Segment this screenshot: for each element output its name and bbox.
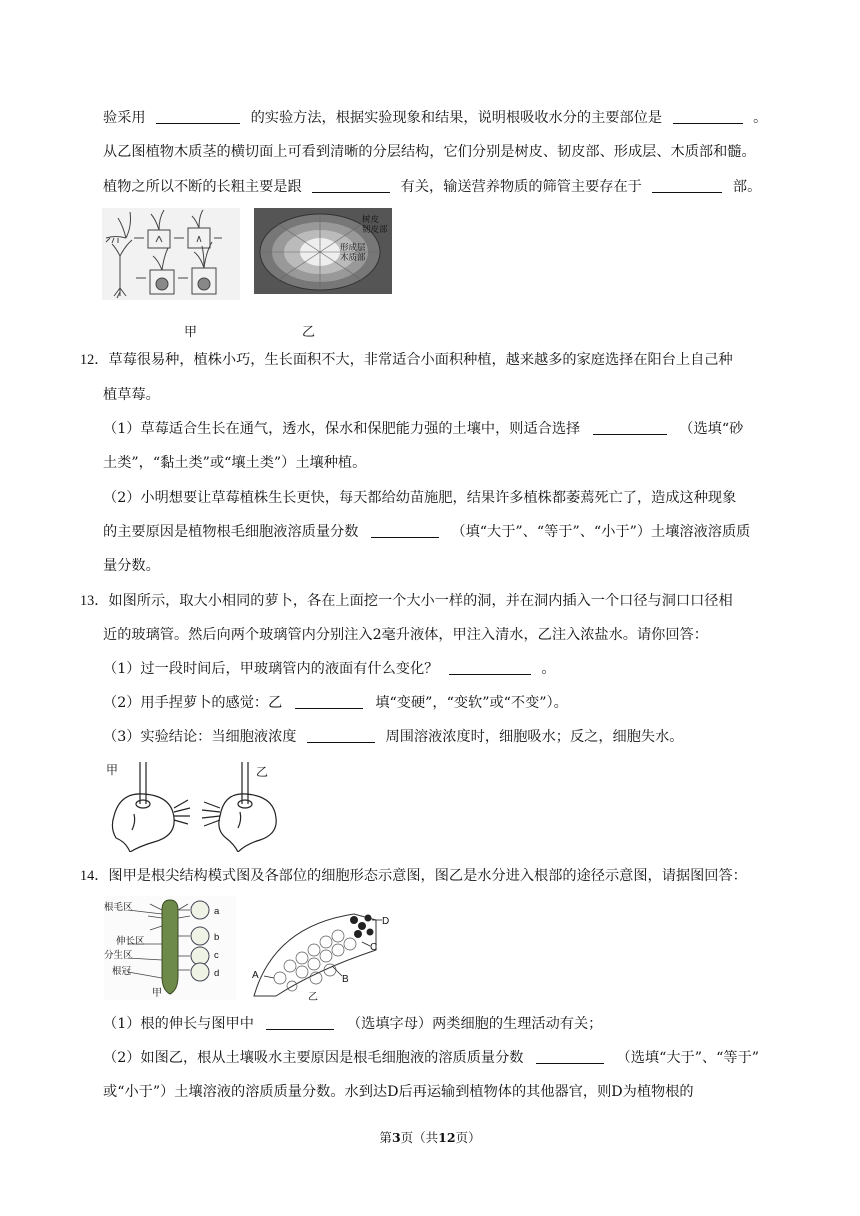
text: （2）如图乙，根从土壤吸水主要原因是根毛细胞液的溶质质量分数 [103, 1050, 524, 1066]
text: 。 [541, 661, 556, 677]
figure-caption-yi: 乙 [302, 325, 316, 340]
text: 的主要原因是植物根毛细胞液溶质量分数 [103, 524, 359, 540]
q12-part1-line1 [103, 419, 743, 439]
path-label-b: B [342, 974, 349, 985]
root-tip-structure-figure [104, 896, 236, 1000]
q13-part2 [103, 693, 568, 713]
text: 部。 [732, 179, 762, 195]
root-label-hair-zone: 根毛区 [104, 902, 133, 913]
stem-cross-section-figure [254, 208, 392, 294]
path-label-c: C [370, 942, 378, 953]
root-label-root-cap: 根冠 [112, 966, 132, 977]
stem-label-cambium: 形成层 [340, 242, 366, 252]
q13-stem-line1 [80, 591, 733, 611]
q13-part1 [103, 659, 556, 679]
radish-label-yi: 乙 [256, 765, 269, 779]
cell-label-d: d [214, 968, 220, 979]
text: 草莓很易种，植株小巧，生长面积不大，非常适合小面积种植，越来越多的家庭选择在阳台上自己种 [108, 352, 733, 368]
footer-text: 第 [379, 1130, 392, 1145]
q14-part2-line1 [103, 1048, 759, 1068]
answer-blank[interactable] [266, 1014, 334, 1030]
answer-blank[interactable] [295, 693, 363, 709]
text: （2）用手捏萝卜的感觉：乙 [103, 695, 283, 711]
page-number: 3 [391, 1130, 401, 1145]
answer-blank[interactable] [371, 522, 439, 538]
q12-stem-line2: 植草莓。 [103, 387, 160, 403]
answer-blank[interactable] [652, 177, 722, 193]
cell-label-a: a [214, 906, 220, 917]
q14-stem [80, 866, 747, 886]
q12-part2-line1: （2）小明想要让草莓植株生长更快，每天都给幼苗施肥，结果许多植株都萎蔫死亡了，造成这种现象 [103, 490, 737, 506]
answer-blank[interactable] [449, 659, 531, 675]
text: （1）过一段时间后，甲玻璃管内的液面有什么变化？ [103, 661, 439, 677]
path-label-a: A [252, 970, 259, 981]
text: 验采用 [103, 110, 146, 126]
answer-blank[interactable] [536, 1048, 604, 1064]
footer-text: 页） [455, 1130, 481, 1145]
path-label-d: D [382, 916, 390, 927]
answer-blank[interactable] [312, 177, 390, 193]
q12-stem-line1 [80, 350, 733, 370]
seedling-experiment-figure [102, 208, 240, 300]
question-number: 12． [80, 352, 109, 368]
stem-label-bark: 树皮 [362, 214, 380, 224]
q11-line2: 从乙图植物木质茎的横切面上可看到清晰的分层结构，它们分别是树皮、韧皮部、形成层、木质部和髓。 [103, 144, 756, 160]
text: 的实验方法，根据实验现象和结果，说明根吸收水分的主要部位是 [250, 110, 663, 126]
q14-part2-line2: 或“小于”）土壤溶液的溶质质量分数。水到达D后再运输到植物体的其他器官，则D为植物根的 [103, 1084, 694, 1100]
q11-line3 [103, 177, 761, 197]
text: 。 [753, 110, 768, 126]
root-figure-caption-jia: 甲 [152, 988, 162, 999]
q11-line1 [103, 108, 767, 128]
question-number: 13． [80, 593, 109, 609]
footer-text: 页（共 [400, 1130, 439, 1145]
answer-blank[interactable] [593, 419, 667, 435]
q13-part3 [103, 727, 683, 747]
q12-part1-line2: 土类”，“黏土类”或“壤土类”）土壤种植。 [103, 455, 367, 471]
text: 周围溶液浓度时，细胞吸水；反之，细胞失水。 [385, 729, 684, 745]
answer-blank[interactable] [307, 727, 375, 743]
radish-label-jia: 甲 [106, 763, 119, 777]
stem-label-phloem: 韧皮部 [362, 224, 388, 234]
figure-caption-jia: 甲 [184, 325, 198, 340]
text: 植物之所以不断的长粗主要是跟 [103, 179, 302, 195]
text: （1）草莓适合生长在通气，透水，保水和保肥能力强的土壤中，则适合选择 [103, 421, 581, 437]
answer-blank[interactable] [673, 108, 743, 124]
cell-label-c: c [214, 950, 219, 961]
text: （填“大于”、“等于”、“小于”）土壤溶液溶质质 [451, 524, 751, 540]
text: 图甲是根尖结构模式图及各部位的细胞形态示意图，图乙是水分进入根部的途径示意图，请据图回答： [108, 868, 747, 884]
page-total: 12 [438, 1130, 456, 1145]
q13-stem-line2: 近的玻璃管。然后向两个玻璃管内分别注入2毫升液体，甲注入清水，乙注入浓盐水。请你回答： [103, 627, 708, 643]
root-label-elongation-zone: 伸长区 [116, 936, 145, 947]
text: （1）根的伸长与图甲中 [103, 1016, 254, 1032]
cell-label-b: b [214, 932, 220, 943]
radish-experiment-figure [102, 760, 287, 852]
question-number: 14． [80, 868, 109, 884]
answer-blank[interactable] [156, 108, 240, 124]
text: （选填“大于”、“等于” [616, 1050, 760, 1066]
q12-part2-line3: 量分数。 [103, 558, 160, 574]
path-figure-caption-yi: 乙 [308, 992, 318, 1002]
text: 填“变硬”，“变软”或“不变”）。 [375, 695, 568, 711]
water-pathway-figure [250, 906, 392, 1002]
q14-part1 [103, 1014, 602, 1034]
root-label-meristem-zone: 分生区 [104, 950, 133, 961]
text: （3）实验结论：当细胞液浓度 [103, 729, 297, 745]
text: （选填字母）两类细胞的生理活动有关； [346, 1016, 603, 1032]
q12-part2-line2 [103, 522, 750, 542]
stem-label-xylem: 木质部 [340, 252, 366, 262]
text: 如图所示，取大小相同的萝卜，各在上面挖一个大小一样的洞，并在洞内插入一个口径与洞口口径相 [108, 593, 733, 609]
text: 有关，输送营养物质的筛管主要存在于 [400, 179, 642, 195]
page-footer [0, 1128, 860, 1146]
text: （选填“砂 [679, 421, 744, 437]
